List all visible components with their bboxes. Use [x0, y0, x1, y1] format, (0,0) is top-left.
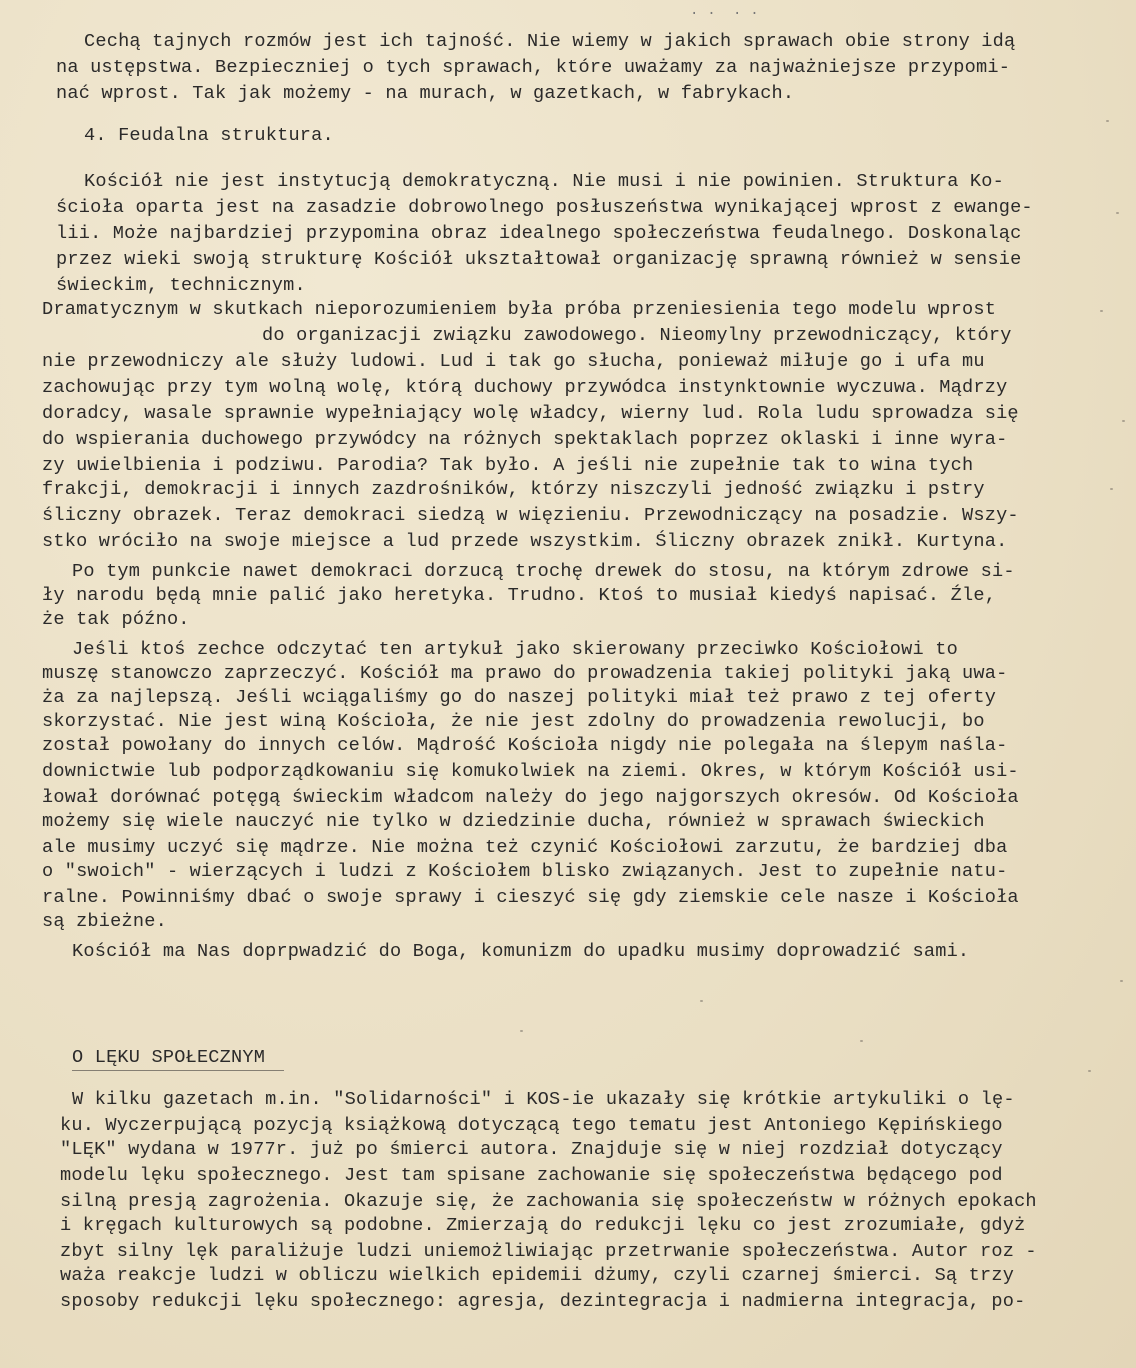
text-line: lii. Może najbardziej przypomina obraz idealnego społeczeństwa feudalnego. Doskonaląc — [56, 223, 1022, 244]
header-marks: · · · · — [690, 6, 759, 22]
text-line: muszę stanowczo zaprzeczyć. Kościół ma prawo do prowadzenia takiej polityki jaką uwa- — [42, 663, 1008, 684]
section-heading: 4. Feudalna struktura. — [84, 125, 334, 146]
text-line: możemy się wiele nauczyć nie tylko w dziedzinie ducha, również w sprawach świeckich — [42, 811, 985, 832]
text-line: został powołany do innych celów. Mądrość Kościoła nigdy nie polegała na ślepym naśla- — [42, 735, 1008, 756]
text-line: sposoby redukcji lęku społecznego: agresja, dezintegracja i nadmierna integracja, po- — [60, 1291, 1026, 1312]
text-line: stko wróciło na swoje miejsce a lud przede wszystkim. Śliczny obrazek znikł. Kurtyna. — [42, 531, 1008, 552]
speck — [1088, 1070, 1091, 1072]
text-line: śliczny obrazek. Teraz demokraci siedzą w więzieniu. Przewodniczący na posadzie. Wszy- — [42, 505, 1019, 526]
text-line: ły narodu będą mnie palić jako heretyka. Trudno. Ktoś to musiał kiedyś napisać. Źle, — [42, 585, 997, 606]
speck — [1120, 980, 1123, 982]
text-line: Dramatycznym w skutkach nieporozumieniem była próba przeniesienia tego modelu wprost — [42, 299, 997, 320]
text-line: ralne. Powinniśmy dbać o swoje sprawy i cieszyć się gdy ziemskie cele nasze i Kościoła — [42, 887, 1019, 908]
text-line: zbyt silny lęk paraliżuje ludzi uniemożliwiając przetrwanie społeczeństwa. Autor roz - — [60, 1241, 1037, 1262]
speck — [1122, 420, 1125, 422]
text-line: są zbieżne. — [42, 911, 167, 932]
text-line: o "swoich" - wierzących i ludzi z Kościołem blisko związanych. Jest to zupełnie natu- — [42, 861, 1008, 882]
text-line: że tak późno. — [42, 609, 190, 630]
text-line: modelu lęku społecznego. Jest tam spisane zachowanie się społeczeństwa będącego pod — [60, 1165, 1003, 1186]
text-line: zy uwielbienia i podziwu. Parodia? Tak było. A jeśli nie zupełnie tak to wina tych — [42, 455, 974, 476]
text-line: i kręgach kulturowych są podobne. Zmierzają do redukcji lęku co jest zrozumiałe, gdyż — [60, 1215, 1026, 1236]
text-line: waża reakcje ludzi w obliczu wielkich epidemii dżumy, czyli czarnej śmierci. Są trzy — [60, 1265, 1015, 1286]
text-line: Po tym punkcie nawet demokraci dorzucą trochę drewek do stosu, na którym zdrowe si- — [72, 561, 1015, 582]
text-line: ku. Wyczerpującą pozycją książkową dotyczącą tego tematu jest Antoniego Kępińskiego — [60, 1115, 1003, 1136]
speck — [1116, 212, 1119, 214]
heading-underline — [72, 1070, 284, 1071]
text-line: do wspierania duchowego przywódcy na różnych spektaklach poprzez oklaski i inne wyra- — [42, 429, 1008, 450]
text-line: Kościół nie jest instytucją demokratyczną. Nie musi i nie powinien. Struktura Ko- — [84, 171, 1005, 192]
speck — [520, 1030, 523, 1032]
text-line: doradcy, wasale sprawnie wypełniający wolę władcy, wierny lud. Rola ludu sprowadza się — [42, 403, 1019, 424]
text-line: ża za najlepszą. Jeśli wciągaliśmy go do naszej polityki miał też prawo z tej oferty — [42, 687, 997, 708]
text-line: do organizacji związku zawodowego. Nieomylny przewodniczący, który — [262, 325, 1012, 346]
speck — [700, 1000, 703, 1002]
speck — [1110, 488, 1113, 490]
text-line: świeckim, technicznym. — [56, 275, 306, 296]
text-line: silną presją zagrożenia. Okazuje się, że zachowania się społeczeństw w różnych epokach — [60, 1191, 1037, 1212]
text-line: przez wieki swoją strukturę Kościół ukształtował organizację sprawną również w sensie — [56, 249, 1022, 270]
speck — [1106, 120, 1109, 122]
text-line: Kościół ma Nas doprpwadzić do Boga, komunizm do upadku musimy doprowadzić sami. — [72, 941, 970, 962]
section-heading: O LĘKU SPOŁECZNYM — [72, 1047, 266, 1068]
text-line: downictwie lub podporządkowaniu się komukolwiek na ziemi. Okres, w którym Kościół usi- — [42, 761, 1019, 782]
speck — [860, 1040, 863, 1042]
text-line: Jeśli ktoś zechce odczytać ten artykuł jako skierowany przeciwko Kościołowi to — [72, 639, 958, 660]
text-line: zachowując przy tym wolną wolę, którą duchowy przywódca instynktownie wyczuwa. Mądrzy — [42, 377, 1008, 398]
text-line: frakcji, demokracji i innych zazdrośników, którzy niszczyli jedność związku i pstry — [42, 479, 985, 500]
text-line: skorzystać. Nie jest winą Kościoła, że nie jest zdolny do prowadzenia rewolucji, bo — [42, 711, 985, 732]
text-line: "LĘK" wydana w 1977r. już po śmierci autora. Znajduje się w niej rozdział dotyczący — [60, 1139, 1003, 1160]
text-line: łował dorównać potęgą świeckim władcom należy do jego najgorszych okresów. Od Kościoła — [42, 787, 1019, 808]
text-line: nać wprost. Tak jak możemy - na murach, w gazetkach, w fabrykach. — [56, 83, 795, 104]
speck — [1100, 310, 1103, 312]
text-line: Cechą tajnych rozmów jest ich tajność. Nie wiemy w jakich sprawach obie strony idą — [84, 31, 1016, 52]
text-line: ale musimy uczyć się mądrze. Nie można też czynić Kościołowi zarzutu, że bardziej dba — [42, 837, 1008, 858]
text-line: ścioła oparta jest na zasadzie dobrowolnego posłuszeństwa wynikającej wprost z ewange- — [56, 197, 1033, 218]
text-line: nie przewodniczy ale służy ludowi. Lud i tak go słucha, ponieważ miłuje go i ufa mu — [42, 351, 985, 372]
text-line: W kilku gazetach m.in. "Solidarności" i KOS-ie ukazały się krótkie artykuliki o lę- — [72, 1089, 1015, 1110]
text-line: na ustępstwa. Bezpieczniej o tych sprawach, które uważamy za najważniejsze przypomi- — [56, 57, 1011, 78]
